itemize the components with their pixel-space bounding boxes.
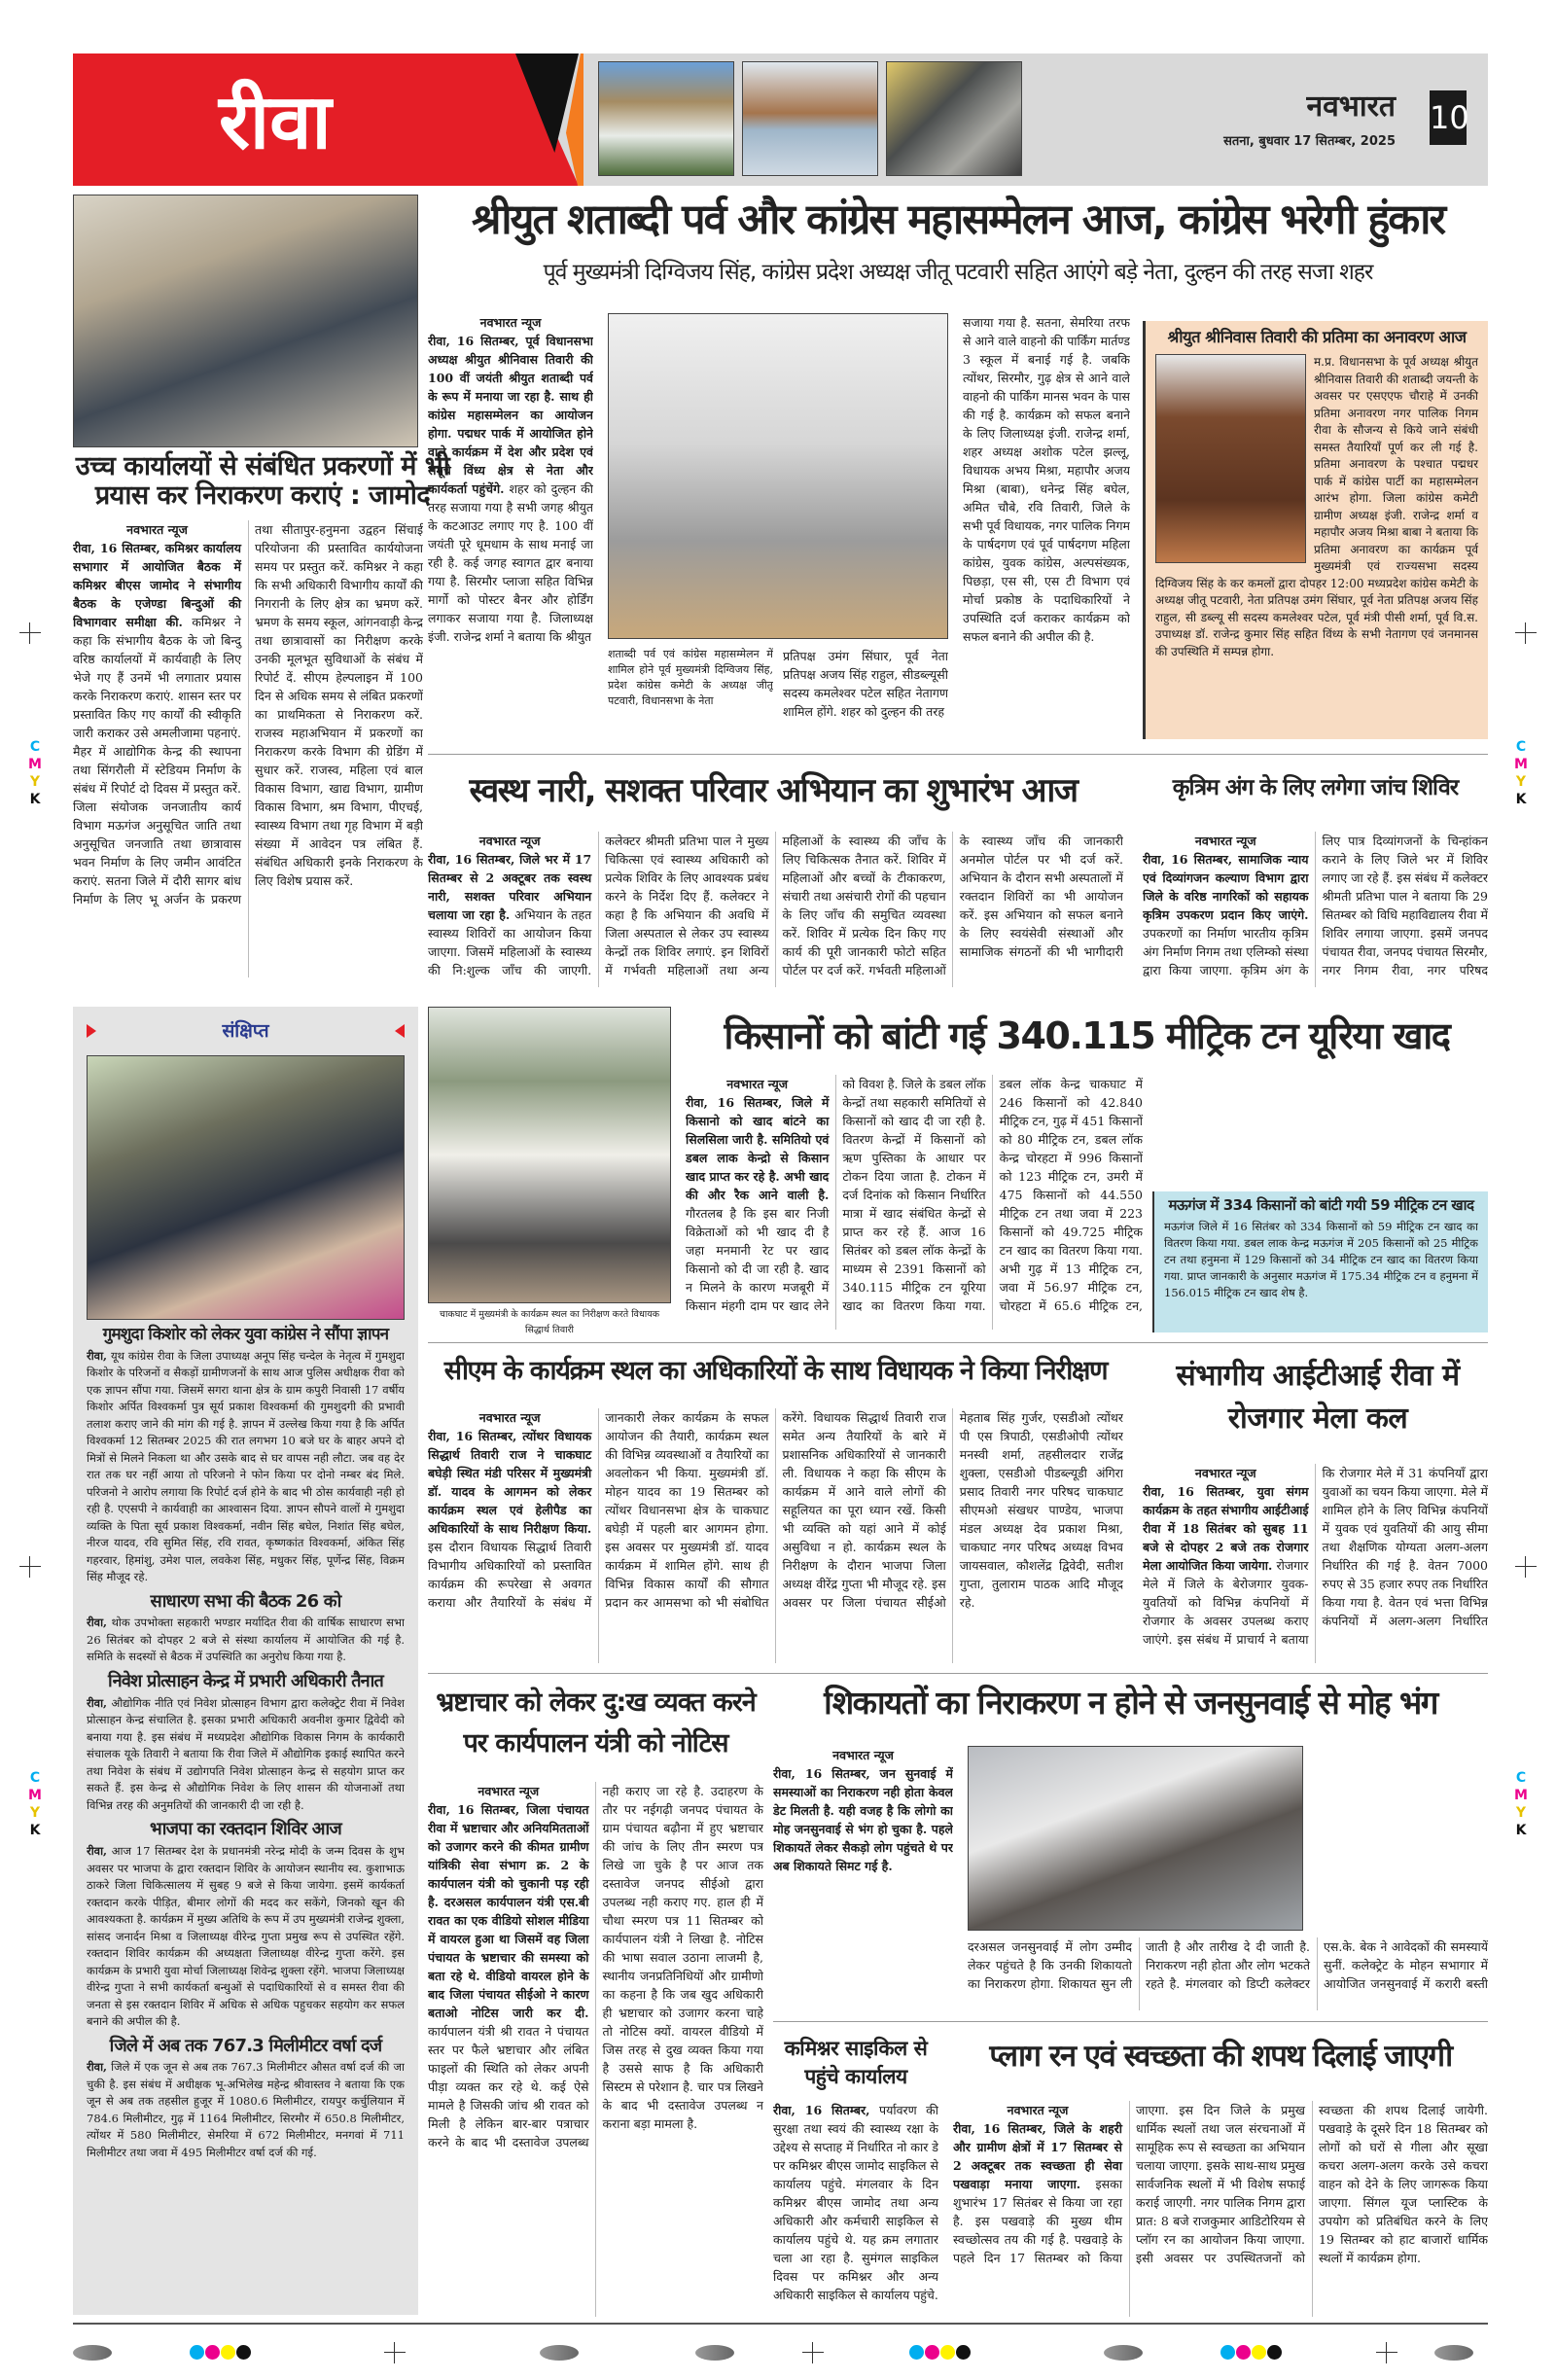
ink-dot	[236, 2345, 251, 2360]
brief-body	[87, 1615, 405, 1666]
missing-teen-photo	[87, 1055, 405, 1320]
brief-box	[73, 1007, 418, 2315]
mauganj-headline: मऊगंज में 334 किसानों को बांटी गयी 59 मीट्रिक टन खाद	[1168, 1196, 1474, 1214]
plog-body: नवभारत न्यूज रीवा, 16 सितम्बर, जिले के शहरी और ग्रामीण क्षेत्रों में 17 सितम्बर से 2 अक्टूबर तक स्वच्छता ही सेवा पखवाड़ा मनाया जाएगा. इसका शुभारंभ 17 सितंबर से किया जा रहा है. इस पखवाड़े की मुख्य थीम स्वच्छोत्सव तय की गई है. पखवाड़े के पहले दिन 17 सितम्बर को किया जाएगा. इस दिन जिले के प्रमुख धार्मिक स्थलों तथा जल संरचनाओं में सामूहिक रूप से स्वच्छता का अभियान चलाया जाएगा. इसके साथ-साथ प्रमुख सार्वजनिक स्थलों में भी विशेष सफाई कराई जाएगी. नगर पालिक निगम द्वारा प्रात: 8 बजे राजकुमार आडिटोरियम से प्लॉग रन का आयोजन किया जाएगा. इसी अवसर पर उपस्थितजनों को स्वच्छता की शपथ दिलाई जायेगी. पखवाड़े के दूसरे दिन 18 सितम्बर को लोगों को घरों से गीला और सूखा कचरा अलग-अलग करके उसे कचरा वाहन को देने के लिए जागरूक किया जाएगा. सिंगल यूज प्लास्टिक के उपयोग को प्रतिबंधित करने के लिए 19 सितम्बर को हाट बाजारों धार्मिक स्थलों में कार्यक्रम होगा.	[953, 2103, 1488, 2265]
limb-body: नवभारत न्यूज रीवा, 16 सितम्बर, सामाजिक न्याय एवं दिव्यांगजन कल्याण विभाग द्वारा जिले के वरिष्ठ नागरिकों को सहायक कृत्रिम उपकरण प्रदान किए जाएंगे. उपकरणों का निर्माण भारतीय कृत्रिम अंग निर्माण निगम तथा एलिम्को संस्था द्वारा किया जाएगा. कृत्रिम अंग के लिए पात्र दिव्यांगजनों के चिन्हांकन कराने के लिए जिले भर में शिविर लगाए जा रहे हैं. इस संबंध में कलेक्टर श्रीमती प्रतिभा पाल ने बताया कि 29 सितम्बर को विधि महाविद्यालय रीवा में शिविर लगाया जाएगा. इसमें जनपद पंचायत रीवा, जनपद पंचायत सिरमौर, नगर निगम रीवा, नगर परिषद	[1143, 834, 1488, 977]
limb-headline: कृत्रिम अंग के लिए लगेगा जांच शिविर	[1172, 775, 1459, 800]
brief-text: औद्योगिक नीति एवं निवेश प्रोत्साहन विभाग द्वारा कलेक्ट्रेट रीवा में निवेश प्रोत्साहन केन्द्र संचालित है. इसका प्रभारी अधिकारी अवनीश कुमार द्विवेदी को बनाया गया है. इस संबंध में मध्यप्रदेश औद्योगिक विकास निगम के कार्यकारी संचालक यूके तिवारी ने बताया कि रीवा जिले में औद्योगिक इकाई स्थापित करने तथा निवेश के संबंध में उद्योगपति निवेश प्रोत्साहन केन्द्र से सहयोग प्राप्त कर सकते हैं. इस केन्द्र से औद्योगिक निवेश के लिए शासन की योजनाओं तथा विभिन्न तरह की अनुमतियों की जानकारी दी जा रही है.	[87, 1695, 405, 1812]
iti-headline: संभागीय आईटीआई रीवा में रोजगार मेला कल	[1176, 1359, 1460, 1436]
brief-body	[87, 1843, 405, 2031]
brief-text: आज 17 सितम्बर देश के प्रधानमंत्री नरेन्द्र मोदी के जन्म दिवस के शुभ अवसर पर भाजपा के द्वारा रक्तदान शिविर के आयोजन स्थानीय स्व. कुशाभाऊ ठाकरे जिला चिकित्सालय में सुबह 9 बजे से किया जायेगा. इसमें कार्यकर्ता रक्तदान करके पीड़ित, बीमार लोगों की मदद कर सकेंगे, जिनको खून की आवश्यकता है. कार्यक्रम में मुख्य अतिथि के रूप में उप मुख्यमंत्री राजेन्द्र शुक्ला, सांसद जनार्दन मिश्रा व जिलाध्यक्ष वीरेन्द्र गुप्ता प्रमुख रूप से उपस्थित रहेंगे. रक्तदान शिविर कार्यक्रम की अध्यक्षता जिलाध्यक्ष वीरेन्द्र गुप्ता करेंगे. इस कार्यक्रम के प्रभारी युवा मोर्चा जिलाध्यक्ष शिवेन्द्र शुक्ला रहेंगे. भाजपा जिलाध्यक्ष वीरेन्द्र गुप्ता ने सभी कार्यकर्ता बन्धुओं से पदाधिकारियों से व समस्त रीवा की जनता से इस रक्तदान शिविर में अधिक से अधिक पहुचकर सहयोग कर सफल बनाने की अपील की है.	[87, 1844, 405, 2029]
cycle-headline: कमिश्नर साइकिल से पहुंचे कार्यालय	[784, 2037, 928, 2089]
urea-headline: किसानों को बांटी गई 340.115 मीट्रिक टन यूरिया खाद	[724, 1014, 1450, 1057]
dateline: सतना, बुधवार 17 सितम्बर, 2025	[1223, 134, 1396, 149]
brief-text: यूथ कांग्रेस रीवा के जिला उपाध्यक्ष अनूप सिंह चन्देल के नेतृत्व में गुमशुदा किशोर के परिजनों व सैकड़ों ग्रामीणजनों के साथ आज पुलिस अधीक्षक रीवा को एक ज्ञापन सौंपा गया. जिसमें सगरा थाना क्षेत्र के ग्राम कपुरी निवासी 17 वर्षीय किशोर अर्पित विश्वकर्मा पुत्र सूर्य प्रकाश विश्वकर्मा की गुमशुदगी की प्रभावी तलाश कराए जाने की मांग की गई है. ज्ञापन में उल्लेख किया गया है कि अर्पित विश्वकर्मा 12 सितम्बर 2025 की रात लगभग 10 बजे घर के बाहर अपने दो मित्रों से मिलने निकला था और उसके बाद से घर वापस नही लौटा. जब वह देर रात तक घर नहीं आया तो परिजनो ने फोन किया पर दोनो नम्बर बंद मिले. परिजनो ने आरोप लगाया कि रिपोर्ट दर्ज होने के बाद भी ठोस कार्यवाही नही हो रही है. एएसपी ने कार्यवाही का आश्वासन दिया. ज्ञापन सौपने वालों मे गुमशुदा व्यक्ति के पिता सूर्य प्रकाश विश्वकर्मा, नवीन सिंह बघेल, निशांत सिंह बघेल, नीरज यादव, रवि सुमित सिंह, रवि रावत, कृष्णकांत विश्वकर्मा, अंकित सिंह गहरवार, हिमांशु, उमेश पाल, लवकेश सिंह, मधुकर सिंह, पूर्णेन्द्र सिंह, विक्रम सिंह मौजूद रहे.	[87, 1348, 405, 1584]
registration-ellipse-icon	[695, 2345, 734, 2361]
ink-dot	[190, 2345, 204, 2360]
brief-body	[87, 1348, 405, 1586]
ink-dot	[221, 2345, 235, 2360]
ink-dot	[1267, 2345, 1282, 2360]
registration-cross-icon	[19, 1556, 41, 1578]
lead-body-2: प्रतिपक्ष उमंग सिंघार, पूर्व नेता प्रतिपक्ष अजय सिंह राहुल, सीडब्ल्यूसी सदस्य कमलेश्वर पटेल सहित नेतागण शामिल होंगे. शहर को दुल्हन की तरह	[783, 649, 948, 719]
brief-header	[87, 1007, 405, 1055]
hearing-body: दरअसल जनसुनवाई में लोग उम्मीद लेकर पहुंचते है कि उनकी शिकायतो का निराकरण होगा. शिकायत सुन ली जाती है और तारीख दे दी जाती है. निराकरण नही होता और लोग भटकते रहते है. मंगलवार को डिप्टी कलेक्टर एस.के. बेक ने आवेदकों की समस्यायें सुनीं. कलेक्ट्रेट के मोहन सभागार में आयोजित जनसुनवाई में करारी बस्ती	[968, 1939, 1488, 1991]
divider	[73, 2323, 1488, 2325]
registration-ellipse-icon	[1434, 2345, 1473, 2361]
brief-dateline: रीवा,	[87, 1844, 108, 1859]
brief-dateline: रीवा,	[87, 1695, 108, 1710]
registration-cross-icon	[1376, 2342, 1397, 2363]
statue-photo	[1155, 354, 1306, 563]
ink-dot	[205, 2345, 220, 2360]
cm-visit-headline: सीएम के कार्यक्रम स्थल का अधिकारियों के साथ विधायक ने किया निरीक्षण	[443, 1356, 1108, 1386]
masthead	[73, 53, 1488, 186]
ink-dot	[925, 2345, 939, 2360]
inspection-photo-caption: चाकघाट में मुख्यमंत्री के कार्यक्रम स्थल का निरीक्षण करते विधायक सिद्धार्थ तिवारी	[439, 1309, 660, 1335]
header-photo-fort	[742, 61, 878, 176]
registration-ellipse-icon	[73, 2345, 112, 2361]
commissioner-body: नवभारत न्यूज रीवा, 16 सितम्बर, कमिश्नर कार्यालय सभागार में आयोजित बैठक में कमिश्नर बीएस जामोद ने संभागीय बैठक के एजेण्डा बिन्दुओं की विभागवार समीक्षा की. कमिश्नर ने कहा कि संभागीय बैठक के जो बिन्दु वरिष्ठ कार्यालयों में कार्यवाही के लिए भेजे गए हैं उनमें भी लगातार प्रयास करके निराकरण कराएं. शासन स्तर पर प्रस्तावित किए गए कार्यों की स्वीकृति जारी कराकर उसे अमलीजामा पहनाएं. मैहर में आद्योगिक केन्द्र की स्थापना तथा सिंगरौली में स्टेडियम निर्माण के संबंध में रिपोर्ट दो दिवस में प्रस्तुत करें. जिला संयोजक जनजातीय कार्य विभाग मऊगंज अनुसूचित जाति तथा अनुसूचित जनजाति तथा छात्रावास भवन निर्माण के लिए जमीन आवंटित कराएं. सतना जिले में दौरी सागर बांध निर्माण के लिए भू अर्जन के प्रकरण तथा सीतापुर-हनुमना उद्वहन सिंचाई परियोजना की प्रस्तावित कार्ययोजना समय पर प्रस्तुत करें. कमिश्नर ने कहा कि सभी अधिकारी विभागीय कार्यों की निगरानी के लिए क्षेत्र का भ्रमण करें. भ्रमण के समय स्कूल, आंगनवाड़ी केन्द्र तथा छात्रावासों का निरीक्षण करके उनकी मूलभूत सुविधाओं के संबंध में रिपोर्ट दें. सीएम हेल्पलाइन में 100 दिन से अधिक समय से लंबित प्रकरणों का प्राथमिकता से निराकरण करें. राजस्व महाअभियान में प्रकरणों का निराकरण करके विभाग की ग्रेडिंग में सुधार करें. राजस्व, महिला एवं बाल विकास विभाग, खाद्य विभाग, ग्रामीण विकास विभाग, श्रम विभाग, पीएचई, स्वास्थ्य विभाग तथा गृह विभाग में बड़ी संख्या में आवेदन पत्र लंबित हैं. संबंधित अधिकारी इनके निराकरण के लिए विशेष प्रयास करें.	[73, 522, 423, 906]
ink-dot	[909, 2345, 924, 2360]
cm-visit-body: नवभारत न्यूज रीवा, 16 सितम्बर, त्योंथर विधायक सिद्धार्थ तिवारी राज ने चाकघाट बघेड़ी स्थित मंडी परिसर में मुख्यमंत्री डॉ. यादव के आगमन को लेकर कार्यक्रम स्थल एवं हेलीपैड का अधिकारियों के साथ निरीक्षण किया. इस दौरान विधायक सिद्धार्थ तिवारी विभागीय अधिकारियों को प्रस्तावित कार्यक्रम की रूपरेखा से अवगत कराया और तैयारियों के संबंध में जानकारी लेकर कार्यक्रम के सफल आयोजन की तैयारी, कार्यक्रम स्थल की विभिन्न व्यवस्थाओं व तैयारियों का अवलोकन भी किया. मुख्यमंत्री डॉ. मोहन यादव का 19 सितम्बर को त्योंथर विधानसभा क्षेत्र के चाकघाट बघेड़ी में पहली बार आगमन होगा. इस अवसर पर मुख्यमंत्री डॉ. यादव कार्यक्रम में शामिल होंगे. साथ ही विभिन्न विकास कार्यों की सौगात प्रदान कर आमसभा को भी संबोधित करेंगे. विधायक सिद्धार्थ तिवारी राज समेत अन्य तैयारियों के बारे में प्रशासनिक अधिकारियों से जानकारी ली. विधायक ने कहा कि सीएम के कार्यक्रम में आने वाले लोगों की सहूलियत का पूरा ध्यान रखें. किसी भी व्यक्ति को यहां आने में कोई असुविधा न हो. कार्यक्रम स्थल के निरीक्षण के दौरान भाजपा जिला अध्यक्ष वीरेंद्र गुप्ता भी मौजूद रहे. इस अवसर पर जिला पंचायत सीईओ मेहताब सिंह गुर्जर, एसडीओ त्योंथर पी एस त्रिपाठी, एसडीओपी त्योंथर मनस्वी शर्मा, तहसीलदार राजेंद्र शुक्ला, एसडीओ पीडब्ल्यूडी अंगिरा प्रसाद तिवारी नगर परिषद चाकघाट सीएमओ संखधर पाण्डेय, भाजपा मंडल अध्यक्ष देव प्रकाश मिश्रा, चाकघाट नगर परिषद अध्यक्ष विभव जायसवाल, कौशलेंद्र द्विवेदी, सतीश गुप्ता, तुलाराम पाठक आदि मौजूद रहे.	[428, 1410, 1123, 1610]
health-headline: स्वस्थ नारी, सशक्त परिवार अभियान का शुभारंभ आज	[469, 771, 1078, 810]
brief-headline: भाजपा का रक्तदान शिविर आज	[150, 1819, 341, 1840]
footer-print-marks	[73, 2339, 1488, 2368]
ink-dot	[940, 2345, 955, 2360]
notice-body: नवभारत न्यूज रीवा, 16 सितम्बर, जिला पंचायत रीवा में भ्रष्टाचार और अनियमितताओं को उजागर करने की कीमत ग्रामीण यांत्रिकी सेवा संभाग क्र. 2 के कार्यपालन यंत्री को चुकानी पड़ रही है. दरअसल कार्यपालन यंत्री एस.बी रावत का एक वीडियो सोशल मीडिया में वायरल हुआ था जिसमें वह जिला पंचायत के भ्रष्टाचार की समस्या को बता रहे थे. वीडियो वायरल होने के बाद जिला पंचायत सीईओ ने कारण बताओ नोटिस जारी कर दी. कार्यपालन यंत्री श्री रावत ने पंचायत स्तर पर फैले भ्रष्टाचार और लंबित फाइलों की स्थिति को लेकर अपनी पीड़ा व्यक्त कर रहे थे. कई ऐसे मामले है जिसकी जांच श्री रावत को मिली है लेकिन बार-बार पत्राचार करने के बाद भी दस्तावेज उपलब्ध नही कराए जा रहे है. उदाहरण के तौर पर नईगढ़ी जनपद पंचायत के ग्राम पंचायत बढ़ौना में हुए भ्रष्टाचार की जांच के लिए तीन स्मरण पत्र लिखे जा चुके है पर आज तक दस्तावेज जनपद सीईओ द्वारा उपलब्ध नही कराए गए. हाल ही में चौथा स्मरण पत्र 11 सितम्बर को कार्यपालन यंत्री ने लिखा है. नोटिस की भाषा सवाल उठाना लाजमी है, स्थानीय जनप्रतिनिधियों और ग्रामीणो का कहना है कि जब खुद अधिकारी ही भ्रष्टाचार को उजागर करना चाहे तो नोटिस क्यों. वायरल वीडियो में जिस तरह से दुख व्यक्त किया गया है उससे साफ है कि अधिकारी सिस्टम से परेशान है. चार पत्र लिखने के बाद भी दस्तावेज उपलब्ध न कराना बड़ा मामला है.	[428, 1784, 763, 2149]
brief-headline: जिले में अब तक 767.3 मिलीमीटर वर्षा दर्ज	[109, 2035, 382, 2056]
header-photo-dam	[886, 61, 1022, 176]
brief-text: जिले में एक जून से अब तक 767.3 मिलीमीटर औसत वर्षा दर्ज की जा चुकी है. इस संबंध में अधीक्षक भू-अभिलेख महेन्द्र श्रीवास्तव ने बताया कि एक जून से अब तक तहसील हुजूर में 1080.6 मिलीमीटर, रायपुर कर्चुलियान में 784.6 मिलीमीटर, गुढ़ में 1164 मिलीमीटर, सिरमौर में 650.8 मिलीमीटर, त्योंथर में 580 मिलीमीटर, सेमरिया में 672 मिलीमीटर, मनगवां में 711 मिलीमीटर तथा जवा में 495 मिलीमीटर वर्षा दर्ज की गई.	[87, 2060, 405, 2159]
registration-ellipse-icon	[540, 2345, 579, 2361]
brief-headline: गुमशुदा किशोर को लेकर युवा कांग्रेस ने सौंपा ज्ञापन	[102, 1325, 389, 1344]
ink-dot	[956, 2345, 971, 2360]
hearing-body-left: नवभारत न्यूज रीवा, 16 सितम्बर, जन सुनवाई में समस्याओं का निराकरण नही होता केवल डेट मिलती है. यही वजह है कि लोगो का मोह जनसुनवाई से भंग हो चुका है. पहले शिकायतें लेकर सैकड़ो लोग पहुंचते थे पर अब शिकायते सिमट गई है.	[773, 1748, 953, 1873]
brief-text: थोक उपभोक्ता सहकारी भण्डार मर्यादित रीवा की वार्षिक साधारण सभा 26 सितंबर को दोपहर 2 बजे से संस्था कार्यालय में आयोजित की गई है. समिति के सदस्यों से बैठक में उपस्थिति का अनुरोध किया गया है.	[87, 1616, 405, 1664]
triangle-right-icon	[87, 1024, 96, 1038]
cmyk-mark: CMYK	[1513, 1770, 1529, 1840]
mauganj-body: मऊगंज जिले में 16 सितंबर को 334 किसानों को 59 मीट्रिक टन खाद का वितरण किया गया. डबल लाक केन्द्र मऊगंज में 205 किसानों को 25 मीट्रिक टन तथा हनुमना में 129 किसानों को 34 मीट्रिक टन खाद का वितरण किया गया. प्राप्त जानकारी के अनुसार मऊगंज में 175.34 मीट्रिक टन व हनुमना में 156.015 मीट्रिक टन खाद शेष है.	[1164, 1219, 1478, 1299]
urea-body-left: नवभारत न्यूज रीवा, 16 सितम्बर, जिले में किसानो को खाद बांटने का सिलसिला जारी है. समितियो एवं डबल लाक केन्द्रो से किसान खाद प्राप्त कर रहे है. अभी खाद की और रैक आने वाली है. गौरतलब है कि इस बार निजी विक्रेताओं को भी खाद दी है जहा मनमानी रेट पर खाद किसानो को दी जा रही है. खाद न मिलने के कारण मजबूरी में किसान मंहगी दाम पर खाद लेने को विवश है. जिले के डबल लॉक केन्द्रों तथा सहकारी समितियों से किसानों को खाद दी जा रही है. वितरण केन्द्रों में किसानों को ऋण पुस्तिका के आधार पर टोकन दिया जाता है. टोकन में दर्ज दिनांक को किसान निर्धारित मात्रा में खाद संबंधित केन्द्रों से प्राप्त कर रहे हैं. आज 16 सितंबर को डबल लॉक केन्द्रों के माध्यम से 2391 किसानों को 340.115 मीट्रिक टन यूरिया खाद का वितरण किया गया. डबल लॉक केन्द्र चाकघाट में 246 किसानों को 42.840 मीट्रिक टन, गुढ़ में 451 किसानों को 80 मीट्रिक टन, डबल लॉक केन्द्र चोरहटा में 996 किसानों को 123 मीट्रिक टन, उमरी में 475 किसानों को 44.550 मीट्रिक टन तथा जवा में 223 किसानों को 49.725 मीट्रिक टन खाद का वितरण किया गया. अभी गुढ़ में 13 मीट्रिक टन, जवा में 56.97 मीट्रिक टन, चोरहटा में 65.6 मीट्रिक टन,	[686, 1077, 1143, 1313]
brief-headline: साधारण सभा की बैठक 26 को	[150, 1590, 341, 1612]
ink-dot	[1220, 2345, 1235, 2360]
divider	[773, 2021, 1488, 2022]
notice-headline: भ्रष्टाचार को लेकर दु:ख व्यक्त करने पर कार्यपालन यंत्री को नोटिस	[436, 1687, 756, 1758]
stage-photo	[608, 313, 948, 639]
cmyk-mark: CMYK	[27, 739, 43, 809]
divider	[428, 1342, 1488, 1343]
brief-headline: निवेश प्रोत्साहन केन्द्र में प्रभारी अधिकारी तैनात	[108, 1670, 383, 1691]
registration-ellipse-icon	[1104, 2345, 1143, 2361]
brief-dateline: रीवा,	[87, 1616, 108, 1630]
brief-body	[87, 1695, 405, 1815]
inspection-photo	[428, 1007, 671, 1303]
triangle-left-icon	[395, 1024, 405, 1038]
brief-list	[87, 1326, 405, 2161]
brief-body	[87, 2059, 405, 2161]
hearing-photo	[968, 1746, 1303, 1931]
health-body: नवभारत न्यूज रीवा, 16 सितम्बर, जिले भर में 17 सितम्बर से 2 अक्टूबर तक स्वस्थ नारी, सशक्त परिवार अभियान चलाया जा रहा है. अभियान के तहत स्वास्थ्य शिविरों का आयोजन किया जाएगा. जिसमें महिलाओं के स्वास्थ्य की नि:शुल्क जाँच की जाएगी. कलेक्टर श्रीमती प्रतिभा पाल ने मुख्य चिकित्सा एवं स्वास्थ्य अधिकारी को प्रत्येक शिविर के लिए आवश्यक प्रबंध करने के निर्देश दिए हैं. कलेक्टर ने कहा है कि अभियान की अवधि में जिला अस्पताल से लेकर उप स्वास्थ्य केन्द्रों तक शिविर लगाएं. इन शिविरों में गर्भवती महिलाओं तथा अन्य महिलाओं के स्वास्थ्य की जाँच के लिए चिकित्सक तैनात करें. शिविर में महिलाओं और बच्चों के टीकाकरण, संचारी तथा असंचारी रोगों की पहचान के लिए जाँच की समुचित व्यवस्था करें. शिविर में प्रत्येक दिन किए गए कार्य की पूरी जानकारी फोटो सहित पोर्टल पर दर्ज करें. गर्भवती महिलाओं के स्वास्थ्य जाँच की जानकारी अनमोल पोर्टल पर भी दर्ज करें. अभियान के दौरान सभी अस्पतालों में रक्तदान शिविरों का भी आयोजन करें. इस अभियान को सफल बनाने के लिए स्वयंसेवी संस्थाओं और सामाजिक संगठनों की भी भागीदारी	[428, 834, 1123, 977]
meeting-photo	[73, 195, 418, 447]
cmyk-mark: CMYK	[27, 1770, 43, 1840]
page-number: 10	[1430, 90, 1467, 145]
iti-body: नवभारत न्यूज रीवा, 16 सितम्बर, युवा संगम कार्यक्रम के तहत संभागीय आईटीआई रीवा में 18 सितंबर को सुबह 11 बजे से दोपहर 2 बजे तक रोजगार मेला आयोजित किया जायेगा. रोजगार मेले में जिले के बेरोजगार युवक-युवतियों को विभिन्न कंपनियों में रोजगार के अवसर उपलब्ध कराए जाएंगे. इस संबंध में प्राचार्य ने बताया कि रोजगार मेले में 31 कंपनियाँ द्वारा युवाओं का चयन किया जाएगा. मेले में शामिल होने के लिए विभिन्न कंपनियों में युवक एवं युवतियों की आयु सीमा तथा शैक्षणिक योग्यता अलग-अलग निर्धारित की गई है. वेतन 7000 रुपए से 35 हजार रुपए तक निर्धारित किया गया है. वेतन एवं भत्ता विभिन्न कंपनियों में अलग-अलग निर्धारित	[1143, 1466, 1488, 1647]
hearing-headline: शिकायतों का निराकरण न होने से जनसुनवाई से मोह भंग	[824, 1684, 1437, 1722]
header-photo-waterfall	[598, 61, 734, 176]
brief-dateline: रीवा,	[87, 2060, 108, 2075]
registration-cross-icon	[384, 2342, 406, 2363]
lead-headline: श्रीयुत शताब्दी पर्व और कांग्रेस महासम्मेलन आज, कांग्रेस भरेगी हुंकार	[471, 195, 1445, 244]
lead-intro: नवभारत न्यूज रीवा, 16 सितम्बर, पूर्व विधानसभा अध्यक्ष श्रीयुत श्रीनिवास तिवारी की 100 वीं जयंती श्रीयुत शताब्दी पर्व के रूप में मनाया जा रहा है. साथ ही कांग्रेस महासम्मेलन का आयोजन होगा. पद्मधर पार्क में आयोजित होने वाले कार्यक्रम में देश और प्रदेश एवं समूचे विंध्य क्षेत्र से नेता और कार्यकर्ता पहुंचेंगे. शहर को दुल्हन की तरह सजाया गया है सभी जगह श्रीयुत के कटआउट लगाए गए है. 100 वीं जयंती पूरे धूमधाम के साथ मनाई जा रही है. कई जगह स्वागत द्वार बनाया गया है. सिरमौर प्लाजा सहित विभिन्न मार्गो को पोस्टर बैनर और होर्डिंग लगाकर सजाया गया है. जिलाध्यक्ष इंजी. राजेन्द्र शर्मा ने बताया कि श्रीयुत	[428, 315, 593, 644]
stage-photo-caption: शताब्दी पर्व एवं कांग्रेस महासम्मेलन में शामिल होने पूर्व मुख्यमंत्री दिग्विजय सिंह, प्रदेश कांग्रेस कमेटी के अध्यक्ष जीतू पटवारी, विधानसभा के नेता	[608, 648, 773, 707]
paper-name: नवभारत	[1306, 89, 1396, 124]
ink-dot	[1252, 2345, 1266, 2360]
registration-cross-icon	[1515, 1556, 1537, 1578]
brief-title: संक्षिप्त	[222, 1020, 269, 1042]
commissioner-headline: उच्च कार्यालयों से संबंधित प्रकरणों में भी प्रयास कर निराकरण कराएं : जामोद	[75, 451, 450, 511]
registration-cross-icon	[19, 622, 41, 644]
divider	[428, 754, 1488, 755]
statue-body: म.प्र. विधानसभा के पूर्व अध्यक्ष श्रीयुत श्रीनिवास तिवारी की शताब्दी जयन्ती के अवसर पर एसएएफ चौराहे में उनकी प्रतिमा अनावरण नगर पालिक निगम रीवा के सौजन्य से किये जाने संबंधी समस्त तैयारियाँ पूर्ण कर ली गई है. प्रतिमा अनावरण के पश्चात पद्मधर पार्क में कांग्रेस पार्टी का महासम्मेलन आरंभ होगा. जिला कांग्रेस कमेटी ग्रामीण अध्यक्ष इंजी. राजेन्द्र शर्मा व महापौर अजय मिश्रा बाबा ने बताया कि प्रतिमा अनावरण का कार्यक्रम पूर्व मुख्यमंत्री एवं राज्यसभा सदस्य दिग्विजय सिंह के कर कमलों द्वारा दोपहर 12:00 मध्यप्रदेश कांग्रेस कमेटी के अध्यक्ष जीतू पटवारी, नेता प्रतिपक्ष उमंग सिंघार, पूर्व नेता प्रतिपक्ष अजय सिंह राहुल, सी डब्ल्यू सी सदस्य कमलेश्वर पटेल, पूर्व मंत्री पीसी शर्मा, पूर्व वि.स. उपाध्यक्ष डॉ. राजेन्द्र कुमार सिंह सहित विंध्य के सभी नेतागण एवं जनमानस की उपस्थिति में सम्पन्न होगा.	[1155, 355, 1478, 658]
lead-subhead: पूर्व मुख्यमंत्री दिग्विजय सिंह, कांग्रेस प्रदेश अध्यक्ष जीतू पटवारी सहित आएंगे बड़े नेता, दुल्हन की तरह सजा शहर	[543, 260, 1373, 285]
brief-dateline: रीवा,	[87, 1348, 108, 1363]
statue-headline: श्रीयुत श्रीनिवास तिवारी की प्रतिमा का अनावरण आज	[1167, 328, 1467, 346]
plog-headline: प्लाग रन एवं स्वच्छता की शपथ दिलाई जाएगी	[989, 2039, 1452, 2074]
divider	[428, 1673, 1488, 1674]
cmyk-mark: CMYK	[1513, 739, 1529, 809]
cycle-body: रीवा, 16 सितम्बर, पर्यावरण की सुरक्षा तथा स्वयं की स्वास्थ्य रक्षा के उद्देश्य से सप्ताह में निर्धारित नो कार डे पर कमिश्नर बीएस जामोद साइकिल से कार्यालय पहुंचे. मंगलवार के दिन कमिश्नर बीएस जामोद तथा अन्य अधिकारी और कर्मचारी साइकिल से कार्यालय पहुंचे थे. यह क्रम लगातार चला आ रहा है. सुमंगल साइकिल दिवस पर कमिश्नर और अन्य अधिकारी साइकिल से कार्यालय पहुंचे.	[773, 2103, 938, 2302]
lead-body-3: सजाया गया है. सतना, सेमरिया तरफ से आने वाले वाहनो की पार्किंग मार्तण्ड 3 स्कूल में बनाई गई है. जबकि त्योंथर, सिरमौर, गुढ़ क्षेत्र से आने वाले वाहनो की पार्किंग मानस भवन के पास की गई है. कार्यक्रम को सफल बनाने के लिए जिलाध्यक्ष इंजी. राजेन्द्र शर्मा, शहर अध्यक्ष अशोक पटेल झल्लू, विधायक अभय मिश्रा, महापौर अजय मिश्रा (बाबा), धनेन्द्र सिंह बघेल, अमित चौबे, रवि तिवारी, जिले के सभी पूर्व विधायक, नगर पालिक निगम के पार्षदगण एवं पूर्व पार्षदगण महिला कांग्रेस, युवक कांग्रेस, अल्पसंख्यक, पिछड़ा, एस सी, एस टी विभाग एवं मोर्चा प्रकोष्ठ के पदाधिकारियों ने उपस्थिति दर्ज कराकर कार्यक्रम को सफल बनाने की अपील की है.	[963, 315, 1130, 644]
ink-dot	[1236, 2345, 1251, 2360]
statue-box	[1143, 321, 1488, 739]
registration-cross-icon	[802, 2342, 824, 2363]
registration-cross-icon	[1515, 622, 1537, 644]
section-title: रीवा	[219, 79, 332, 166]
mauganj-box	[1152, 1191, 1488, 1332]
